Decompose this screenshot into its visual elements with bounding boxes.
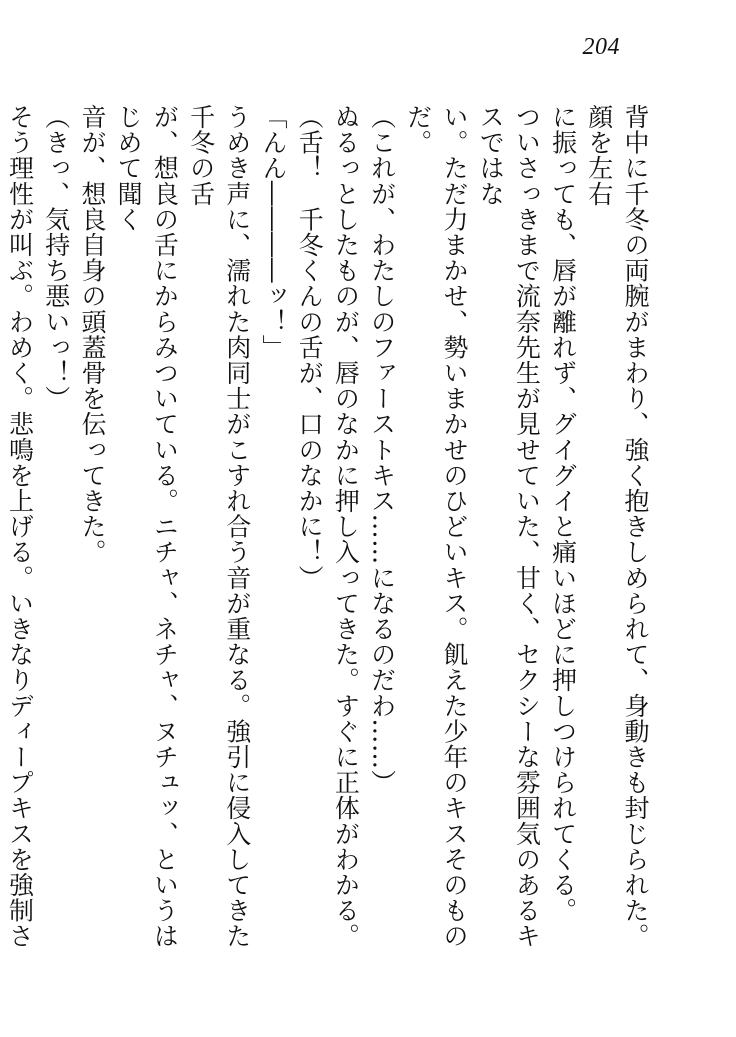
text-line-8: 「んん――――ッ！」 — [258, 104, 288, 360]
text-line-11: 音が、想良自身の頭蓋骨を伝ってきた。 — [77, 104, 107, 565]
text-line-4: い。ただ力まかせ、勢いまかせのひどいキス。飢えた少年のキスそのものだ。 — [403, 104, 469, 949]
page-number: 204 — [582, 34, 620, 60]
text-line-13: そう理性が叫ぶ。わめく。悲鳴を上げる。いきなりディープキスを強制さ — [5, 104, 35, 949]
text-line-2: に振っても、唇が離れず、グイグイと痛いほどに押しつけられてくる。 — [548, 104, 578, 924]
text-line-9: うめき声に、濡れた肉同士がこすれ合う音が重なる。強引に侵入してきた千冬の舌 — [186, 104, 252, 949]
vertical-text-body — [5, 104, 653, 974]
text-line-12: （きっ、気持ち悪いっ！） — [41, 104, 71, 412]
text-line-3: ついさっきまで流奈先生が見せていた、甘く、セクシーな雰囲気のあるキスではな — [476, 104, 542, 949]
text-line-5: （これが、わたしのファーストキス……になるのだわ……） — [367, 104, 397, 796]
text-line-10: が、想良の舌にからみついている。ニチャ、ネチャ、ヌチュッ、というはじめて聞く — [114, 104, 180, 949]
text-line-7: （舌！ 千冬くんの舌が、口のなかに！） — [295, 104, 325, 591]
text-line-1: 背中に千冬の両腕がまわり、強く抱きしめられて、身動きも封じられた。顔を左右 — [584, 104, 650, 949]
text-line-6: ぬるっとしたものが、唇のなかに押し入ってきた。すぐに正体がわかる。 — [331, 104, 361, 949]
